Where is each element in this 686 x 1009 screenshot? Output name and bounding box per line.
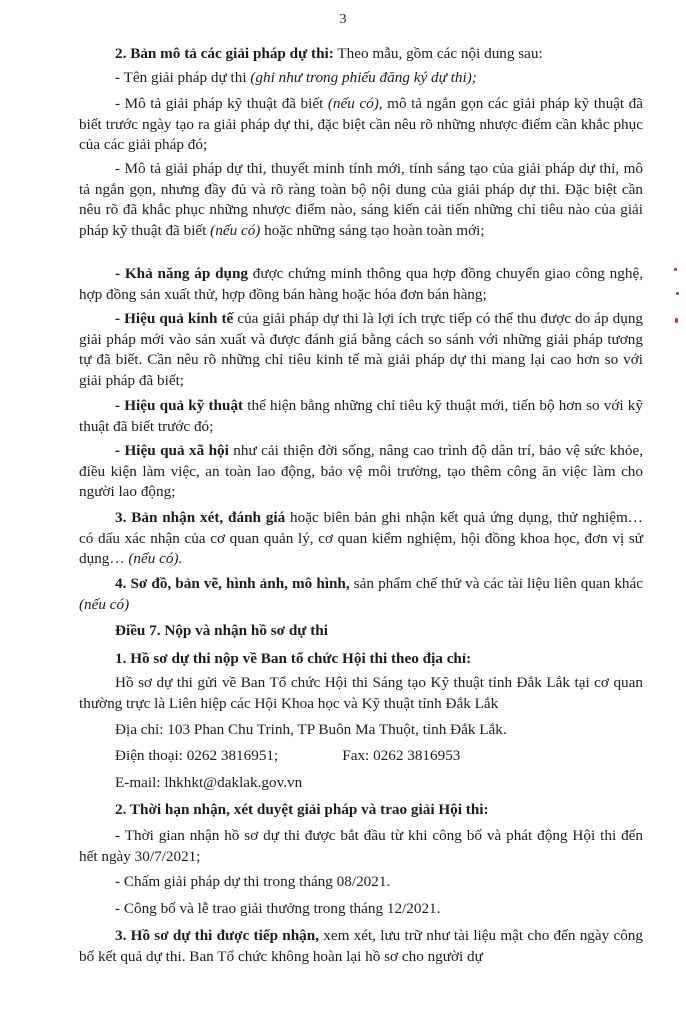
item-economic-effect-text: của giải pháp dự thi là lợi ích trực tiếp có thể thu được do áp dụng giải pháp mới vào sản xuất và được đánh giá bằng cách so sánh với những giải pháp tương tự đã biết. Cần nêu rõ những chỉ tiêu kinh tế mà giải pháp dự thi mang lại cao hơn so với giải pháp đã biết; (79, 310, 644, 389)
item-social-effect-label: - Hiệu quả xã hội (115, 442, 229, 459)
article-7-title: Điều 7. Nộp và nhận hồ sơ dự thi (115, 622, 328, 639)
section-3-label: 3. Bản nhận xét, đánh giá (115, 509, 286, 526)
item-contest-solution (79, 159, 643, 241)
item-solution-name (79, 68, 643, 89)
item-social-effect (79, 441, 643, 503)
item-solution-name-text: - Tên giải pháp dự thi (115, 69, 251, 86)
item-technical-effect (79, 396, 643, 437)
article-7-s3 (79, 926, 643, 967)
item-contest-solution-text-b: hoặc những sáng tạo hoàn toàn mới; (260, 221, 485, 239)
item-technical-effect-label: - Hiệu quả kỹ thuật (115, 397, 244, 414)
article-7-s3-label: 3. Hồ sơ dự thi được tiếp nhận, (115, 927, 319, 944)
section-4 (79, 574, 643, 615)
article-7-s3-text: xem xét, lưu trữ như tài liệu mật cho đến ngày công bố kết quả dự thi. Ban Tổ chức không hoàn lại hồ sơ cho người dự (79, 927, 643, 965)
margin-mark (674, 268, 677, 271)
email-line: E-mail: lhkhkt@daklak.gov.vn (115, 774, 303, 791)
timeline-item: - Thời gian nhận hồ sơ dự thi được bắt đầu từ khi công bố và phát động Hội thi đến hết ngày 30/7/2021; (79, 827, 643, 865)
article-7-s2-title: 2. Thời hạn nhận, xét duyệt giải pháp và trao giải Hội thi: (115, 801, 489, 818)
section-4-text: sản phẩm chế thử và các tài liệu liên quan khác (349, 575, 643, 592)
section-4-label: 4. Sơ đồ, bản vẽ, hình ảnh, mô hình, (115, 575, 350, 592)
item-economic-effect (79, 309, 643, 391)
fax-number: Fax: 0262 3816953 (342, 747, 461, 764)
section-3 (79, 508, 643, 570)
section-2-label: 2. Bản mô tả các giải pháp dự thi: (115, 45, 334, 62)
page-number: 3 (339, 12, 347, 27)
item-known-solution-text-b: mô tả ngắn gọn các giải pháp kỹ thuật đã biết trước ngày tạo ra giải pháp dự thi, đặc biệt cần nêu rõ những nhược điểm cần khắc phục của các giải pháp đó; (79, 95, 643, 153)
item-applicability-text: được chứng minh thông qua hợp đồng chuyển giao công nghệ, hợp đồng sản xuất thử, hợp đồng bán hàng hoặc hóa đơn bán hàng; (79, 265, 643, 303)
item-applicability-label: - Khả năng áp dụng (115, 265, 249, 282)
article-7-s1-title: 1. Hồ sơ dự thi nộp về Ban tổ chức Hội thi theo địa chỉ: (115, 650, 472, 667)
margin-mark (675, 318, 678, 323)
item-economic-effect-label: - Hiệu quả kinh tế (115, 310, 234, 327)
timeline-item: - Chấm giải pháp dự thi trong tháng 08/2021. (115, 873, 391, 890)
margin-mark (676, 292, 679, 295)
item-contest-solution-note: (nếu có) (210, 221, 261, 239)
item-technical-effect-text: thể hiện bằng những chỉ tiêu kỹ thuật mới, tiến bộ hơn so với kỹ thuật đã biết trước đó; (79, 397, 643, 435)
section-2-text: Theo mẫu, gồm các nội dung sau: (333, 45, 543, 62)
address-line: Địa chỉ: 103 Phan Chu Trinh, TP Buôn Ma Thuột, tỉnh Đắk Lắk. (115, 721, 507, 738)
item-social-effect-text: như cải thiện đời sống, nâng cao trình độ dân trí, bảo vệ sức khỏe, điều kiện làm việc, an toàn lao động, bảo vệ môi trường, tạo thêm công ăn việc làm cho người lao động; (79, 442, 643, 500)
section-3-note: (nếu có). (128, 550, 183, 567)
contact-line (79, 746, 643, 767)
item-known-solution (79, 94, 643, 156)
item-known-solution-note: (nếu có), (327, 95, 383, 112)
section-2-heading (79, 44, 643, 65)
item-applicability (79, 264, 643, 305)
section-4-note: (nếu có) (79, 595, 130, 613)
item-known-solution-text-a: - Mô tả giải pháp kỹ thuật đã biết (115, 95, 328, 112)
timeline-item: - Công bố và lễ trao giải thưởng trong tháng 12/2021. (115, 900, 441, 917)
item-solution-name-note: (ghi như trong phiếu đăng ký dự thi); (250, 69, 477, 86)
article-7-s1-text: Hồ sơ dự thi gửi về Ban Tổ chức Hội thi Sáng tạo Kỹ thuật tỉnh Đắk Lắk tại cơ quan thường trực là Liên hiệp các Hội Khoa học và Kỹ thuật tỉnh Đắk Lắk (79, 674, 643, 712)
item-contest-solution-text-a: - Mô tả giải pháp dự thi, thuyết minh tính mới, tính sáng tạo của giải pháp dự thi, mô tả ngắn gọn, nhưng đầy đủ và rõ ràng toàn bộ nội dung của giải pháp dự thi. Đặc biệt cần nêu rõ đã khắc phục những nhược điểm nào, sáng kiến cải tiến những chỉ tiêu nào của giải pháp kỹ thuật đã biết (79, 160, 643, 239)
section-3-text: hoặc biên bản ghi nhận kết quả ứng dụng, thử nghiệm… có dấu xác nhận của cơ quan quản lý, cơ quan kiểm nghiệm, hội đồng khoa học, đơn vị sử dụng… (79, 509, 643, 567)
phone-number: Điện thoại: 0262 3816951; (115, 747, 279, 764)
